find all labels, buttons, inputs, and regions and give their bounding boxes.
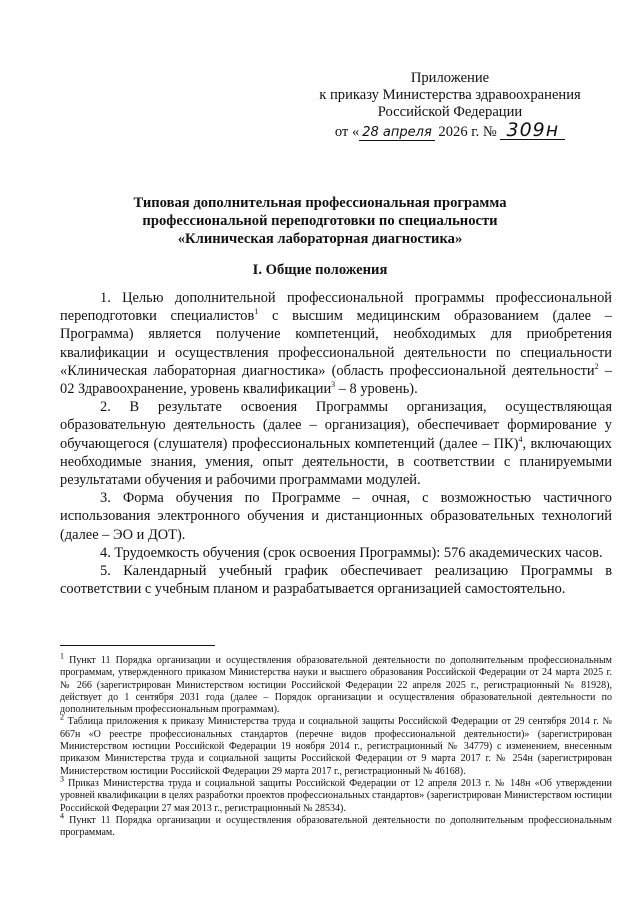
order-date-line [300,121,600,141]
paragraph-2-text-b: , включающих необходимые знания, умения, опыт деятельности, в соответствии с планируемыми результатами обучения и рабочими программами модулей. [60,435,612,489]
footnote-4-text: Пункт 11 Порядка организации и осуществления образовательной деятельности по дополнительным профессиональным программам. [60,814,612,839]
section-heading: I. Общие положения [252,262,388,278]
document-title [80,194,560,248]
footnote-3 [60,774,612,815]
appendix-header [300,70,600,141]
footnote-2-number: 2 [60,713,64,723]
footnote-2-text: Таблица приложения к приказу Министерства труда и социальной защиты Российской Федерации от 29 сентября 2014 г. № 667н «О реестре профессиональных стандартов (перечне видов профессиональной деятельности)» (зарегистрирован Министерством юстиции Российской Федерации 19 ноября 2014 г., регистрационный № 34779) с изменением, внесенным приказом Министерства труда и социальной защиты Российской Федерации от 9 марта 2017 г. № 254н (зарегистрирован Министерством юстиции Российской Федерации 29 марта 2017 г., регистрационный № 46168). [60,716,612,777]
footnote-ref-1: 1 [254,307,259,317]
ministry-country: Российской Федерации [377,104,523,120]
footnote-3-text: Приказ Министерства труда и социальной защиты Российской Федерации от 12 апреля 2013 г. № 148н «Об утверждении уровней квалификации в целях разработки проектов профессиональных стандартов» (зарегистрирован Министерством юстиции Российской Федерации 27 мая 2013 г., регистрационный № 28534). [60,777,612,814]
footnote-1 [60,651,612,716]
document-body [60,289,612,598]
date-middle: 2026 г. № [434,124,501,140]
footnote-4-number: 4 [60,811,64,821]
date-prefix: от « [334,124,360,140]
title-line-1: Типовая дополнительная профессиональная программа [133,195,507,211]
footnote-separator [60,645,215,646]
paragraph-4: 4. Трудоемкость обучения (срок освоения Программы): 576 академических часов. [100,544,603,561]
footnote-3-number: 3 [60,774,64,784]
appendix-label: Приложение [410,70,490,86]
paragraph-5: 5. Календарный учебный график обеспечивает реализацию Программы в соответствии с учебным планом и разрабатывается организацией самостоятельно. [60,563,612,598]
footnote-2 [60,713,612,777]
footnote-4 [60,811,612,840]
footnote-ref-3: 3 [331,380,336,390]
paragraph-1-text-d: – 8 уровень). [335,381,418,398]
paragraph-1-text-b: с высшим медицинским образованием (далее – Программа) является получение компетенций, необходимых для приобретения квалификации и осуществления профессиональной деятельности по специальности «Клиническая лабораторная диагностика» (область профессиональной деятельности [60,308,612,379]
order-reference: к приказу Министерства здравоохранения [319,87,581,103]
footnote-1-number: 1 [60,651,64,661]
footnote-ref-4: 4 [518,434,523,444]
footnotes [60,651,612,839]
paragraph-1-text-c: – 02 Здравоохранение, уровень квалификации [60,362,612,398]
footnote-1-text: Пункт 11 Порядка организации и осуществления образовательной деятельности по дополнительным профессиональным программам, утвержденного приказом Министерства науки и высшего образования Российской Федерации от 24 марта 2025 г. № 266 (зарегистрирован Министерством юстиции Российской Федерации 22 апреля 2025 г., регистрационный № 81928), действует до 1 сентября 2031 года (далее – Порядок организации и осуществления образовательной деятельности по дополнительным профессиональным программам). [60,655,612,716]
handwritten-order-number: 309н [500,121,565,140]
paragraph-3: 3. Форма обучения по Программе – очная, с возможностью частичного использования электронного обучения и дистанционных образовательных технологий (далее – ЭО и ДОТ). [60,490,612,543]
paragraph-1-text-a: 1. Целью дополнительной профессиональной программы профессиональной переподготовки специалистов [60,290,612,325]
title-line-3: «Клиническая лабораторная диагностика» [177,231,463,247]
paragraph-1 [60,289,612,398]
title-line-2: профессиональной переподготовки по специальности [142,213,498,229]
footnote-ref-2: 2 [594,362,599,372]
paragraph-2-text-a: 2. В результате освоения Программы организация, осуществляющая образовательную деятельность (далее – организация), обеспечивает формирование у обучающегося (слушателя) профессиональных компетенций (далее – ПК) [60,399,612,452]
handwritten-date: 28 апреля [359,126,435,141]
paragraph-2 [60,398,612,489]
